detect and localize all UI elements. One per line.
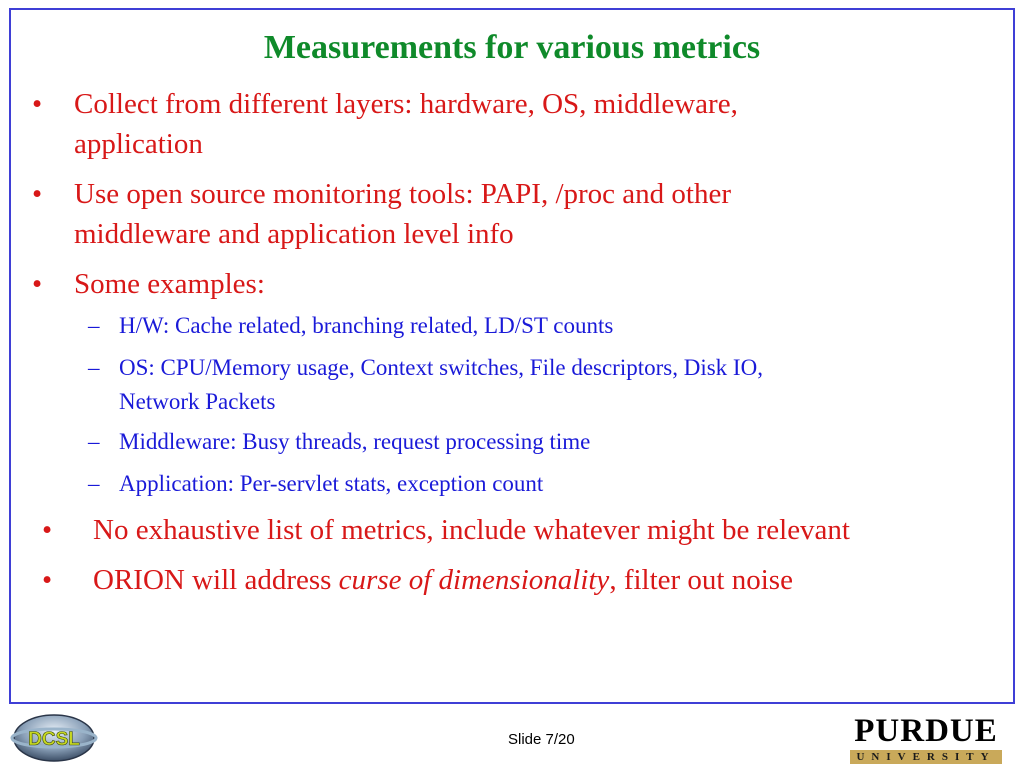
sub-bullet-item-3 (88, 425, 988, 459)
bullet-marker: • (42, 514, 53, 546)
bullet-marker: • (32, 178, 43, 210)
sub-bullet-marker: – (88, 471, 100, 496)
dcsl-logo (10, 712, 98, 764)
bullet-marker: • (42, 564, 53, 596)
bottom-bullet-item-2 (42, 560, 1002, 600)
bullet-marker: • (32, 268, 43, 300)
sub-bullet-marker: – (88, 313, 100, 338)
bullet-marker: • (32, 88, 43, 120)
sub-bullet-item-2 (88, 351, 988, 419)
bullet-item-1 (32, 84, 992, 164)
slide-number: Slide 7/20 (508, 731, 575, 748)
purdue-logo (848, 712, 1008, 764)
bullet-text-line2: application (74, 128, 203, 160)
sub-bullet-marker: – (88, 429, 100, 454)
bullet-text-line1: Some examples: (74, 268, 265, 300)
dcsl-logo-text: DCSL (28, 729, 80, 750)
purdue-logo-university: UNIVERSITY (850, 750, 1002, 764)
bullet-text-prefix: ORION will address (93, 564, 339, 596)
slide-title: Measurements for various metrics (263, 29, 761, 66)
sub-bullet-text-line1: Application: Per-servlet stats, exception count (119, 471, 544, 496)
bullet-text-italic: curse of dimensionality (338, 564, 610, 596)
sub-bullet-text-line1: Middleware: Busy threads, request processing time (119, 429, 591, 454)
purdue-logo-word: PURDUE (854, 713, 998, 749)
sub-bullet-item-1 (88, 309, 988, 343)
sub-bullet-text-line1: OS: CPU/Memory usage, Context switches, File descriptors, Disk IO, (119, 355, 763, 380)
sub-bullet-marker: – (88, 355, 100, 380)
bullet-text-line1: Collect from different layers: hardware, OS, middleware, (74, 88, 738, 120)
bullet-text-suffix: , filter out noise (609, 564, 793, 596)
bullet-text-line2: middleware and application level info (74, 218, 514, 250)
bullet-text: No exhaustive list of metrics, include whatever might be relevant (93, 514, 850, 546)
bullet-item-3 (32, 264, 992, 304)
bottom-bullet-item-1 (42, 510, 1002, 550)
sub-bullet-item-4 (88, 467, 988, 501)
bullet-text-line1: Use open source monitoring tools: PAPI, /proc and other (74, 178, 731, 210)
bullet-text (42, 560, 1002, 600)
sub-bullet-text-line1: H/W: Cache related, branching related, LD/ST counts (119, 313, 614, 338)
sub-bullet-text-line2: Network Packets (119, 389, 276, 414)
dcsl-logo-icon (10, 712, 98, 764)
bullet-item-2 (32, 174, 992, 254)
